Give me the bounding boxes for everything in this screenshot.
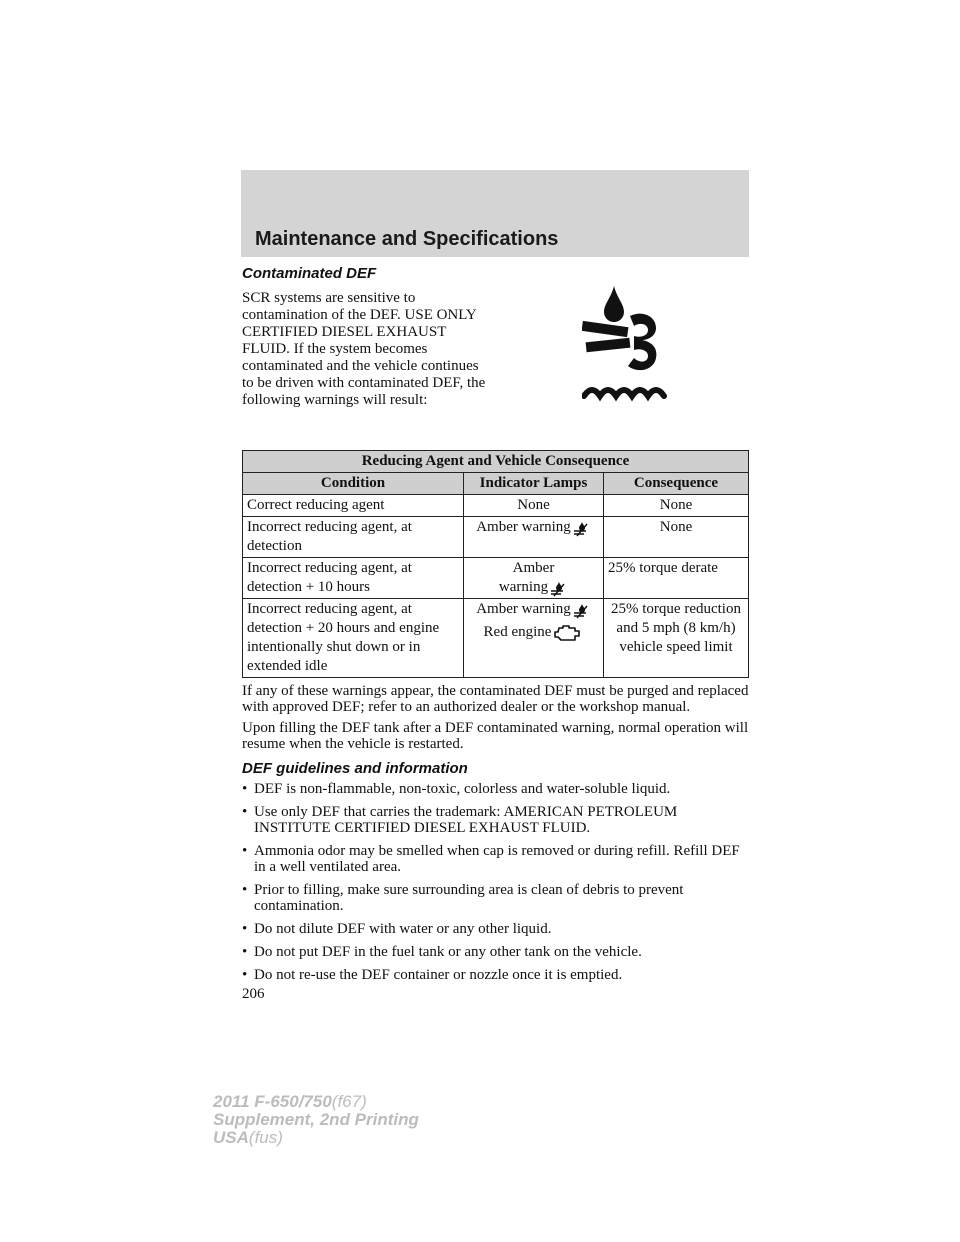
condition-cell: Incorrect reducing agent, at detection — [243, 517, 464, 558]
def-warning-lamp-icon — [573, 521, 591, 537]
section-header-band — [241, 170, 749, 257]
lamp-label: Red engine — [483, 624, 552, 640]
list-item: • Ammonia odor may be smelled when cap is removed or during refill. Refill DEF in a well ventilated area. — [242, 843, 749, 875]
footer-region-code: (fus) — [248, 1128, 283, 1147]
footer-model: 2011 F-650/750 — [213, 1092, 332, 1111]
list-item: • Prior to filling, make sure surrounding area is clean of debris to prevent contamination. — [242, 882, 749, 914]
indicator-lamps-cell — [464, 558, 604, 599]
def-warning-lamp-icon — [573, 603, 591, 619]
indicator-lamps-cell — [464, 599, 604, 678]
list-item: • Do not re-use the DEF container or nozzle once it is emptied. — [242, 967, 749, 983]
column-header-consequence: Consequence — [604, 473, 749, 495]
consequence-cell: None — [604, 517, 749, 558]
indicator-lamps-cell — [464, 517, 604, 558]
table-row — [243, 517, 749, 558]
restart-paragraph: Upon filling the DEF tank after a DEF contaminated warning, normal operation will resume when the vehicle is restarted. — [242, 720, 749, 752]
lamp-label: Amber warning — [476, 519, 571, 535]
lamp-label: Amber warning — [476, 601, 571, 617]
table-title-row — [243, 451, 749, 473]
list-item: • Use only DEF that carries the trademark: AMERICAN PETROLEUM INSTITUTE CERTIFIED DIESEL EXHAUST FLUID. — [242, 804, 749, 836]
table-row — [243, 558, 749, 599]
condition-cell: Incorrect reducing agent, at detection + 10 hours — [243, 558, 464, 599]
print-footer — [213, 1093, 419, 1147]
table-title: Reducing Agent and Vehicle Consequence — [243, 451, 749, 473]
reducing-agent-table — [242, 450, 749, 678]
consequence-cell: 25% torque reduction and 5 mph (8 km/h) vehicle speed limit — [604, 599, 749, 678]
condition-cell: Incorrect reducing agent, at detection + 20 hours and engine intentionally shut down or in extended idle — [243, 599, 464, 678]
condition-cell: Correct reducing agent — [243, 495, 464, 517]
contaminated-def-heading: Contaminated DEF — [242, 265, 377, 282]
page-content — [242, 264, 749, 1003]
page-number: 206 — [242, 986, 265, 1002]
list-item: • Do not put DEF in the fuel tank or any other tank on the vehicle. — [242, 944, 749, 960]
footer-supplement: Supplement, 2nd Printing — [213, 1110, 419, 1129]
def-warning-lamp-icon — [550, 581, 568, 597]
table-row — [243, 599, 749, 678]
check-engine-icon — [553, 624, 583, 642]
list-item: • Do not dilute DEF with water or any other liquid. — [242, 921, 749, 937]
indicator-lamps-cell: None — [464, 495, 604, 517]
def-fluid-warning-icon — [582, 280, 677, 415]
footer-model-code: (f67) — [331, 1092, 367, 1111]
consequence-cell: None — [604, 495, 749, 517]
column-header-indicator-lamps: Indicator Lamps — [464, 473, 604, 495]
consequence-cell: 25% torque derate — [604, 558, 749, 599]
column-header-condition: Condition — [243, 473, 464, 495]
def-guidelines-heading: DEF guidelines and information — [242, 760, 468, 777]
intro-paragraph: SCR systems are sensitive to contamination of the DEF. USE ONLY CERTIFIED DIESEL EXHAUST FLUID. If the system becomes contaminated and the vehicle continues to be driven with contaminated DEF, the following warnings will result: — [242, 290, 486, 408]
purge-paragraph: If any of these warnings appear, the contaminated DEF must be purged and replaced with approved DEF; refer to an authorized dealer or the workshop manual. — [242, 683, 749, 715]
lamp-label: Amber — [512, 560, 555, 576]
section-header-title: Maintenance and Specifications — [255, 228, 559, 250]
lamp-label: warning — [498, 579, 549, 595]
table-row — [243, 495, 749, 517]
footer-region: USA — [213, 1128, 249, 1147]
intro-block — [242, 284, 749, 444]
table-header-row — [243, 473, 749, 495]
def-guidelines-list — [242, 781, 749, 983]
list-item: • DEF is non-flammable, non-toxic, colorless and water-soluble liquid. — [242, 781, 749, 797]
